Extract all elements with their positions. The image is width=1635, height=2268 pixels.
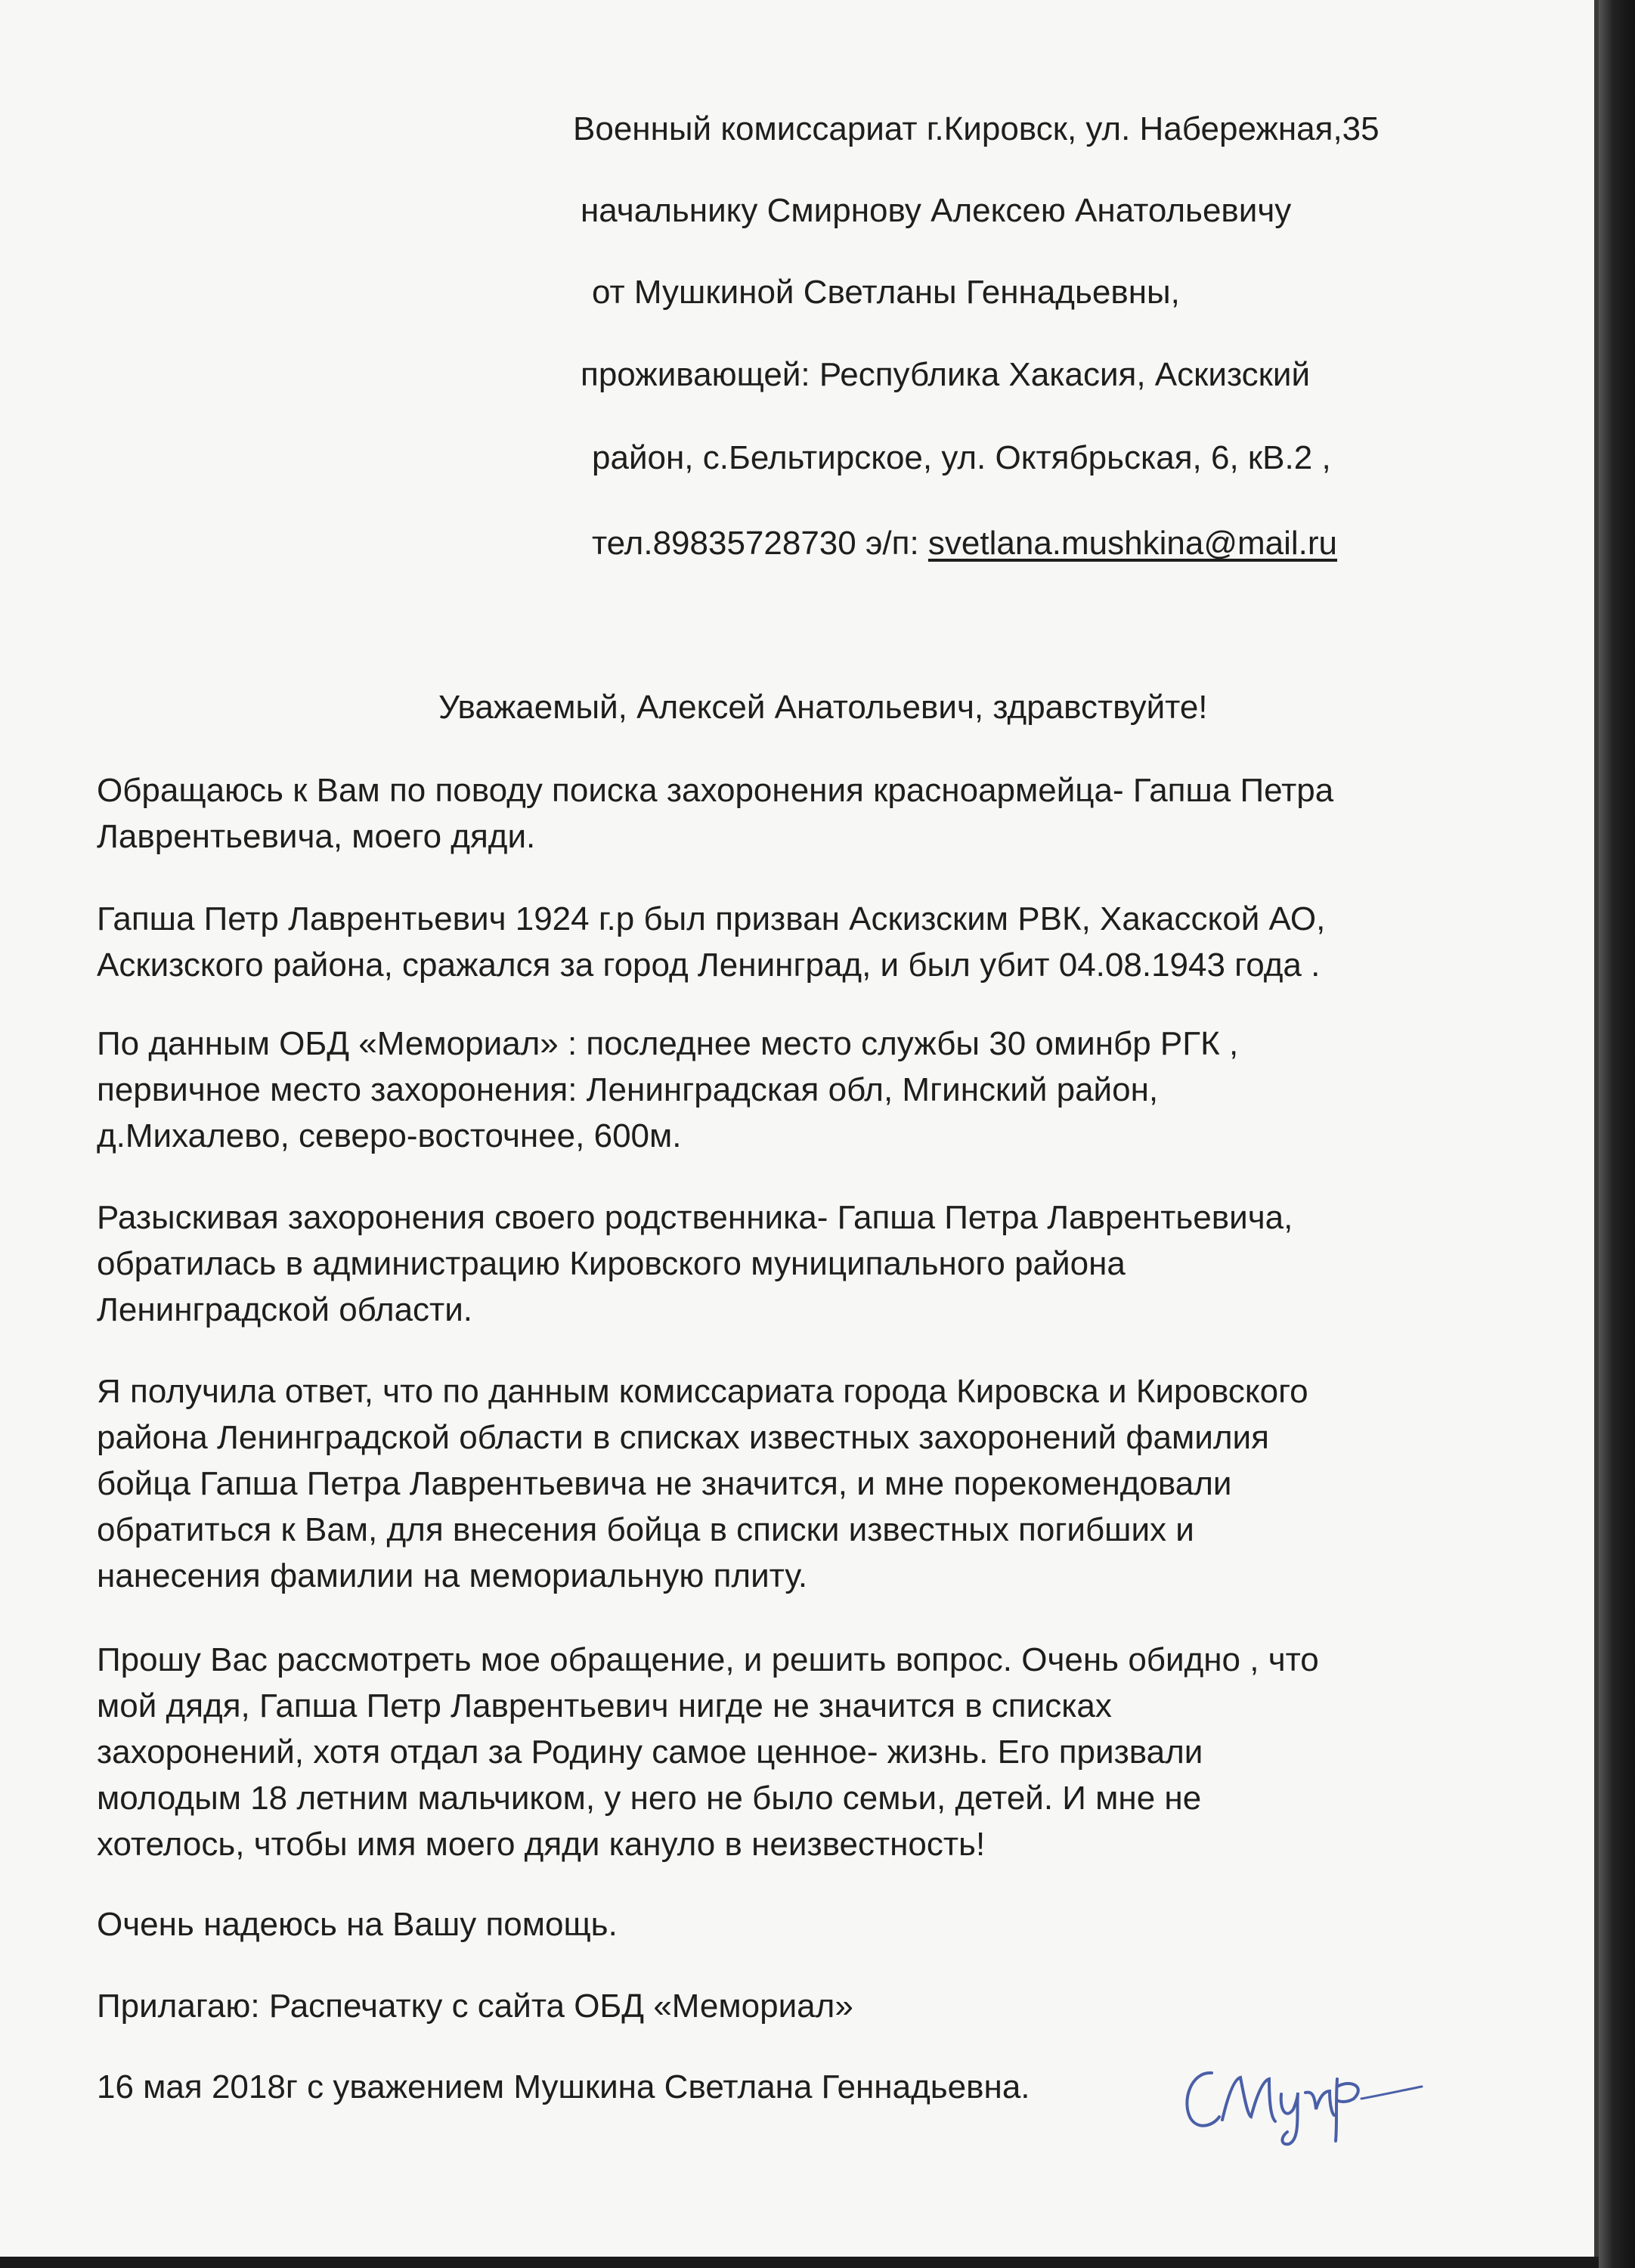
paragraph-2 — [97, 896, 1518, 988]
handwritten-signature — [1175, 2056, 1425, 2147]
sender-line-1: от Мушкиной Светланы Геннадьевны, — [592, 274, 1180, 311]
paragraph-4 — [97, 1194, 1518, 1333]
paragraph-3 — [97, 1021, 1518, 1159]
paragraph-line: Прошу Вас рассмотреть мое обращение, и решить вопрос. Очень обидно , что — [97, 1641, 1319, 1678]
paragraph-line: Гапша Петр Лаврентьевич 1924 г.р был призван Аскизским РВК, Хакасской АО, — [97, 900, 1326, 937]
greeting: Уважаемый, Алексей Анатольевич, здравствуйте! — [438, 689, 1208, 726]
paragraph-line: д.Михалево, северо-восточнее, 600м. — [97, 1117, 682, 1154]
email-link[interactable]: svetlana.mushkina@mail.ru — [927, 525, 1338, 562]
paragraph-line: Прилагаю: Распечатку с сайта ОБД «Мемориал» — [97, 1988, 853, 2025]
paragraph-line: нанесения фамилии на мемориальную плиту. — [97, 1557, 808, 1594]
sender-line-3: район, с.Бельтирское, ул. Октябрьская, 6, кВ.2 , — [592, 439, 1331, 476]
paragraph-line: Разыскивая захоронения своего родственника- Гапша Петра Лаврентьевича, — [97, 1199, 1293, 1236]
paragraph-7 — [97, 1901, 1518, 1947]
paragraph-1 — [97, 767, 1518, 860]
addressee-line-2: начальнику Смирнову Алексею Анатольевичу — [581, 192, 1292, 229]
paragraph-line: первичное место захоронения: Ленинградская обл, Мгинский район, — [97, 1071, 1159, 1108]
paragraph-line: хотелось, чтобы имя моего дяди кануло в неизвестность! — [97, 1826, 986, 1863]
paragraph-line: Ленинградской области. — [97, 1291, 472, 1328]
paragraph-5 — [97, 1368, 1518, 1599]
paragraph-line: Я получила ответ, что по данным комиссариата города Кировска и Кировского — [97, 1373, 1308, 1410]
paragraph-line: захоронений, хотя отдал за Родину самое ценное- жизнь. Его призвали — [97, 1734, 1203, 1771]
phone-text: тел.89835728730 э/п: — [592, 525, 928, 562]
paragraph-line: Лаврентьевича, моего дяди. — [97, 818, 536, 855]
paragraph-line: обратилась в администрацию Кировского муниципального района — [97, 1245, 1126, 1282]
paragraph-line: района Ленинградской области в списках известных захоронений фамилия — [97, 1419, 1269, 1456]
paragraph-line: Очень надеюсь на Вашу помощь. — [97, 1906, 618, 1943]
closing-line: 16 мая 2018г с уважением Мушкина Светлана Геннадьевна. — [97, 2068, 1030, 2105]
sender-line-4 — [592, 520, 1337, 566]
paragraph-6 — [97, 1637, 1518, 1867]
paragraph-line: Аскизского района, сражался за город Ленинград, и был убит 04.08.1943 года . — [97, 947, 1321, 984]
scan-right-edge — [1599, 0, 1635, 2268]
paragraph-line: молодым 18 летним мальчиком, у него не было семьи, детей. И мне не — [97, 1780, 1202, 1817]
paragraph-line: мой дядя, Гапша Петр Лаврентьевич нигде не значится в списках — [97, 1687, 1112, 1724]
paragraph-line: Обращаюсь к Вам по поводу поиска захоронения красноармейца- Гапша Петра — [97, 772, 1334, 809]
paragraph-8 — [97, 1983, 1518, 2029]
addressee-line-1: Военный комиссариат г.Кировск, ул. Набережная,35 — [573, 110, 1380, 147]
paragraph-line: бойца Гапша Петра Лаврентьевича не значится, и мне порекомендовали — [97, 1465, 1232, 1502]
sender-line-2: проживающей: Республика Хакасия, Аскизский — [581, 356, 1311, 393]
paragraph-line: По данным ОБД «Мемориал» : последнее место службы 30 оминбр РГК , — [97, 1025, 1239, 1062]
paragraph-line: обратиться к Вам, для внесения бойца в списки известных погибших и — [97, 1511, 1194, 1548]
